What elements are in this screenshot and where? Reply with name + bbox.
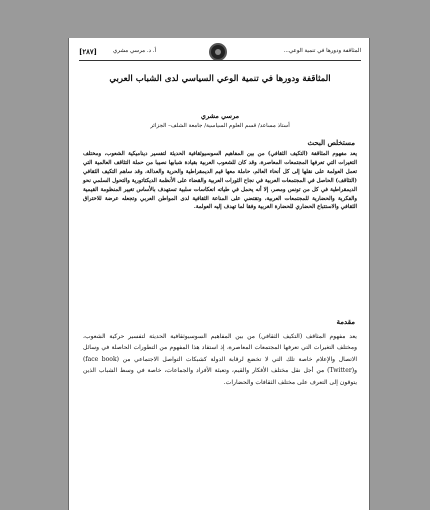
page-number: [٢٨٧] xyxy=(79,47,97,56)
abstract-text: يعد مفهوم المثاقفة (التكيف الثقافي) من بين المفاهيم السوسيوثقافية الحديثة لتفسير ديناميكية الشعوب، ومختلف التغيرات التي تعرفها المجتمعات المعاصرة، وقد كان للشعوب العربية بقيادة شبابها نصيبا من حملة التثاقف العالمية التي تعمل العولمة على نقلها إلى كل أنحاء العالم، حاملة معها قيم الديمقراطية والحرية والعدالة، وقد ساهم التكيف الثقافي (التثاقف) الحاصل في المجتمعات العربية في نجاح الثورات العربية والقضاء على الأنظمة الديكتاتورية والتحول السلمي نحو الديمقراطية في كل من تونس ومصر، إلا أنه يحمل في طياته انعكاسات سلبية تستهدف بالأساس تغيير المنظومة القيمية والفكرية والحضارية للمجتمعات العربية، وتقتضي على المناعة الثقافية لدى المواطن العربي وتجعله عرضة للاختراق الثقافي والاستتباع الحضاري للحضارة الغربية وفقا لما تهدف إليه العولمة. xyxy=(83,151,357,211)
document-page xyxy=(68,38,370,510)
introduction-heading: مقدمة xyxy=(336,317,355,326)
introduction-text: يعد مفهوم المثاقف (التكيف الثقافي) من بين المفاهيم السوسيوثقافية الحديثة لتفسير حركية الشعوب، ومختلف التغيرات التي تعرفها المجتمعات المعاصرة، إذ استفاد هذا المفهوم من التطورات الحاصلة في وسائل الاتصال والإعلام خاصة تلك التي لا تخضع لرقابة الدولة كشبكات التواصل الاجتماعي من (face book) و(Twitter) من أجل نقل مختلف الأفكار والقيم، وتعبئة الأفراد والجماعات، خاصة في وسط الشباب الذين يتوقون إلى التعرف على مختلف الثقافات والحضارات. xyxy=(83,333,358,386)
journal-logo-icon xyxy=(209,43,227,61)
author-affiliation: أستاذ مساعد/ قسم العلوم السياسية/ جامعة الشلف– الجزائر xyxy=(150,123,290,129)
header-author: أ. د. مرسي مشري xyxy=(113,48,157,54)
abstract-heading: مستخلص البحث xyxy=(307,138,355,147)
author-name: مرسي مشري xyxy=(200,112,240,120)
header-rule xyxy=(79,60,361,61)
article-title: المثاقفة ودورها في تنمية الوعي السياسي لدى الشباب العربي xyxy=(109,74,331,84)
header-title: المثاقفة ودورها في تنمية الوعي... xyxy=(283,48,361,54)
